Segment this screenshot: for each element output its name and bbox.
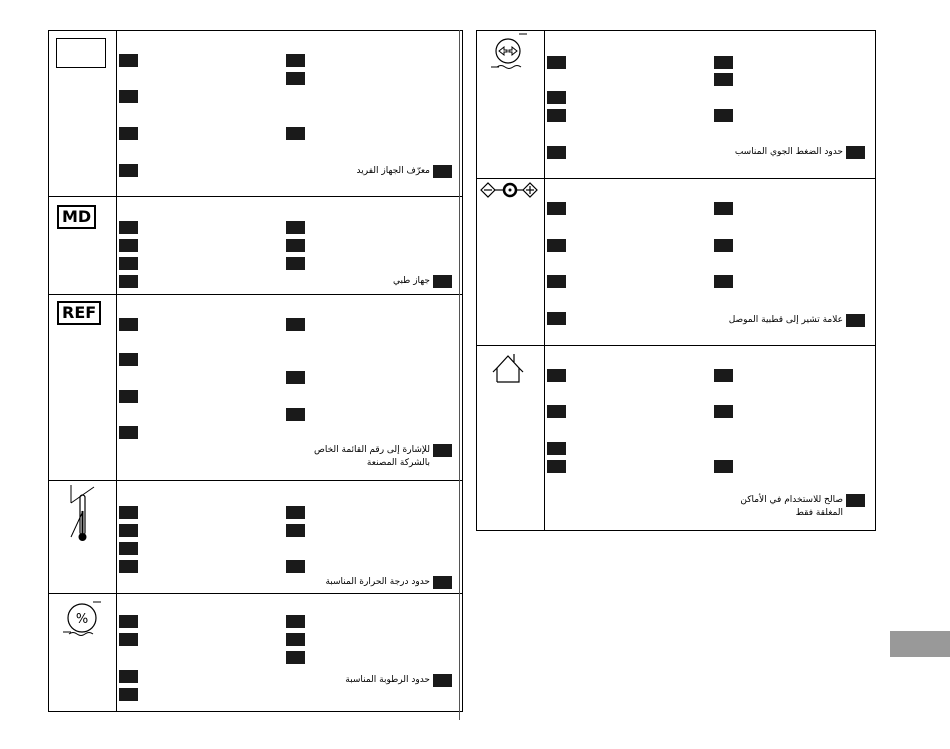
left-symbol-table [48, 30, 463, 712]
symbol-row-pressure [477, 31, 875, 179]
description-cell [117, 31, 462, 196]
redaction-block [714, 239, 733, 252]
symbol-row-temperature [49, 481, 462, 594]
redaction-block [547, 56, 566, 69]
redaction-block [714, 405, 733, 418]
redaction-block [119, 426, 138, 439]
caption-redaction-block [433, 165, 452, 178]
redaction-block [119, 54, 138, 67]
redaction-block [547, 442, 566, 455]
redaction-block [119, 560, 138, 573]
redaction-block [714, 202, 733, 215]
symbol-caption: حدود الرطوبة المناسبة [345, 674, 452, 687]
redaction-block [119, 127, 138, 140]
redaction-block [286, 239, 305, 252]
redaction-block [119, 221, 138, 234]
column-divider [459, 30, 460, 720]
symbol-cell [477, 31, 545, 178]
symbol-row-polarity [477, 179, 875, 346]
symbol-row-indoor-use [477, 346, 875, 531]
redaction-block [714, 275, 733, 288]
redaction-block [119, 506, 138, 519]
redaction-block [547, 312, 566, 325]
right-symbol-table [476, 30, 876, 531]
redaction-block [286, 633, 305, 646]
catalogue-number-icon: REF [57, 301, 101, 325]
description-cell [545, 179, 875, 345]
redaction-block [547, 405, 566, 418]
redaction-block [119, 688, 138, 701]
redaction-block [119, 615, 138, 628]
description-cell [545, 346, 875, 530]
redaction-block [119, 90, 138, 103]
redaction-block [119, 390, 138, 403]
redaction-block [286, 318, 305, 331]
caption-redaction-block [846, 494, 865, 507]
redaction-block [547, 202, 566, 215]
redaction-block [547, 91, 566, 104]
symbol-row-ref [49, 295, 462, 481]
symbol-cell [49, 594, 117, 711]
redaction-block [119, 318, 138, 331]
symbol-cell [49, 197, 117, 294]
caption-redaction-block [433, 674, 452, 687]
symbol-caption: للإشارة إلى رقم القائمة الخاص بالشركة المصنعة [314, 444, 452, 470]
redaction-block [286, 408, 305, 421]
redaction-block [714, 109, 733, 122]
symbol-caption: جهاز طبي [393, 275, 452, 288]
redaction-block [547, 109, 566, 122]
description-cell [117, 594, 462, 711]
description-cell [117, 295, 462, 480]
redaction-block [547, 460, 566, 473]
redaction-block [286, 524, 305, 537]
redaction-block [119, 164, 138, 177]
connector-polarity-icon [477, 179, 543, 209]
redaction-block [547, 275, 566, 288]
medical-device-icon: MD [57, 205, 96, 229]
symbol-caption: حدود درجة الحرارة المناسبة [325, 576, 452, 589]
description-cell [117, 197, 462, 294]
atmospheric-pressure-icon [477, 31, 543, 91]
thermometer-icon [49, 481, 115, 551]
caption-redaction-block [846, 146, 865, 159]
redaction-block [119, 257, 138, 270]
redaction-block [714, 369, 733, 382]
redaction-block [547, 369, 566, 382]
redaction-block [547, 146, 566, 159]
humidity-limit-icon [49, 594, 115, 654]
page-section-tab [890, 631, 950, 657]
symbol-cell [477, 346, 545, 530]
caption-redaction-block [433, 444, 452, 457]
redaction-block [119, 239, 138, 252]
description-cell [117, 481, 462, 593]
house-icon [477, 346, 543, 396]
redaction-block [286, 72, 305, 85]
redaction-block [714, 56, 733, 69]
redaction-block [286, 371, 305, 384]
symbol-row-humidity [49, 594, 462, 712]
redaction-block [119, 524, 138, 537]
redaction-block [119, 670, 138, 683]
caption-redaction-block [433, 576, 452, 589]
redaction-block [286, 560, 305, 573]
description-cell [545, 31, 875, 178]
redaction-block [286, 651, 305, 664]
redaction-block [286, 506, 305, 519]
caption-redaction-block [433, 275, 452, 288]
redaction-block [286, 615, 305, 628]
redaction-block [286, 221, 305, 234]
udi-frame-icon [56, 38, 106, 68]
redaction-block [714, 460, 733, 473]
redaction-block [547, 239, 566, 252]
symbol-caption: علامة تشير إلى قطبية الموصل [729, 314, 865, 327]
symbol-cell [49, 481, 117, 593]
redaction-block [119, 633, 138, 646]
symbol-row-udi [49, 31, 462, 197]
svg-text:%: % [75, 612, 89, 627]
redaction-block [286, 257, 305, 270]
symbol-cell [49, 295, 117, 480]
redaction-block [286, 127, 305, 140]
symbol-caption: صالح للاستخدام في الأماكن المغلقة فقط [740, 494, 865, 520]
symbol-caption: معرّف الجهاز الفريد [357, 165, 452, 178]
symbol-row-md [49, 197, 462, 295]
redaction-block [286, 54, 305, 67]
redaction-block [119, 353, 138, 366]
symbol-cell [477, 179, 545, 345]
redaction-block [714, 73, 733, 86]
caption-redaction-block [846, 314, 865, 327]
symbol-caption: حدود الضغط الجوي المناسب [735, 146, 865, 159]
redaction-block [119, 275, 138, 288]
symbol-cell [49, 31, 117, 196]
redaction-block [119, 542, 138, 555]
